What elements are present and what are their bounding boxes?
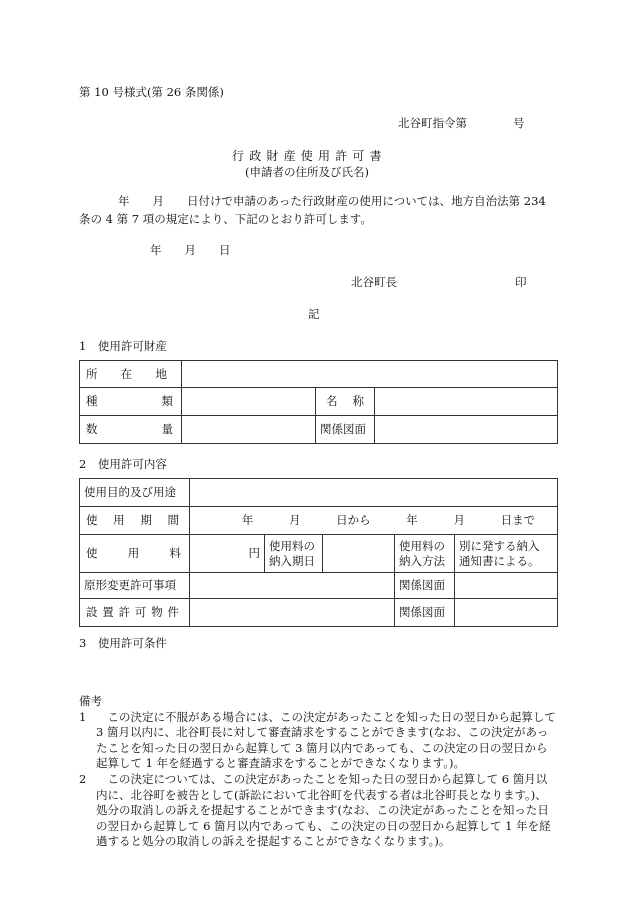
- seal-mark: 印: [515, 275, 527, 289]
- fee-due-value[interactable]: [323, 535, 395, 573]
- fee-amount[interactable]: 円: [190, 535, 265, 573]
- period-value[interactable]: 年 月 日から 年 月 日まで: [190, 507, 558, 535]
- table-row: [80, 388, 558, 416]
- name-label: 名 称: [316, 388, 375, 416]
- note-number: 1: [79, 709, 87, 724]
- alteration-drawing-value[interactable]: [455, 573, 558, 599]
- notes-heading: 備考: [79, 694, 102, 708]
- alteration-drawing-label: 関係図面: [395, 573, 455, 599]
- fee-notice: 別に発する納入 通知書による。: [455, 535, 558, 573]
- quantity-value[interactable]: [182, 416, 316, 444]
- table-row: [80, 535, 558, 573]
- body-text-line1: 年 月 日付けで申請のあった行政財産の使用については、地方自治法第 234: [118, 194, 546, 208]
- table-row: [80, 361, 558, 388]
- type-value[interactable]: [182, 388, 316, 416]
- usage-table: [79, 478, 558, 627]
- applicant-subtitle: (申請者の住所及び氏名): [245, 165, 369, 179]
- notes-section: [79, 694, 557, 850]
- installation-drawing-value[interactable]: [455, 599, 558, 627]
- table-row: [80, 599, 558, 627]
- alteration-label: 原形変更許可事項: [80, 573, 190, 599]
- installation-drawing-label: 関係図面: [395, 599, 455, 627]
- mayor-label: 北谷町長: [351, 275, 397, 289]
- location-label: 所 在 地: [80, 361, 182, 388]
- location-value[interactable]: [182, 361, 558, 388]
- quantity-label: 数 量: [80, 416, 182, 444]
- note-text: この決定に不服がある場合には、この決定があったことを知った日の翌日から起算して 3 箇月以内に、北谷町長に対して審査請求をすることができます(なお、この決定があったことを知った日の翌日から起算して 3 箇月以内であっても、この決定の日の翌日から起算して 1 年を経過すると審査請求をすることができなくなります。)。: [96, 709, 556, 771]
- table-row: [80, 416, 558, 444]
- note-number: 2: [79, 771, 87, 786]
- table-row: [80, 507, 558, 535]
- installation-label: 設 置 許 可 物 件: [80, 599, 190, 627]
- table-row: [80, 479, 558, 507]
- table-row: [80, 573, 558, 599]
- type-label: 種 類: [80, 388, 182, 416]
- alteration-value[interactable]: [190, 573, 395, 599]
- drawing-value[interactable]: [375, 416, 558, 444]
- drawing-label: 関係図面: [316, 416, 375, 444]
- body-text-line2: 条の 4 第 7 項の規定により、下記のとおり許可します。: [79, 212, 372, 226]
- section1-heading: 1 使用許可財産: [79, 339, 167, 353]
- list-item: [79, 772, 557, 850]
- doc-number: 北谷町指令第 号: [398, 116, 525, 130]
- note-text: この決定については、この決定があったことを知った日の翌日から起算して 6 箇月以内に、北谷町を被告として(訴訟において北谷町を代表する者は北谷町長となります。)、処分の取消しの訴えを提起することができます(なお、この決定があったことを知った日の翌日から起算して 6 箇月以内であっても、この決定の日の翌日から起算して 1 年を経過すると処分の取消しの訴えを提起することができなくなります。)。: [96, 771, 551, 849]
- period-label: 使 用 期 間: [80, 507, 190, 535]
- installation-value[interactable]: [190, 599, 395, 627]
- issue-date: 年 月 日: [150, 243, 231, 257]
- fee-label: 使 用 料: [80, 535, 190, 573]
- page-title: 行政財産使用許可書: [232, 149, 387, 163]
- section2-heading: 2 使用許可内容: [79, 457, 167, 471]
- section3-heading: 3 使用許可条件: [79, 636, 167, 650]
- fee-due-label: 使用料の 納入期日: [265, 535, 323, 573]
- name-value[interactable]: [375, 388, 558, 416]
- purpose-value[interactable]: [190, 479, 558, 507]
- list-item: [79, 710, 557, 772]
- property-table: [79, 360, 558, 444]
- fee-method-label: 使用料の 納入方法: [395, 535, 455, 573]
- form-number: 第 10 号様式(第 26 条関係): [79, 85, 224, 99]
- ki-label: 記: [308, 307, 320, 321]
- purpose-label: 使用目的及び用途: [80, 479, 190, 507]
